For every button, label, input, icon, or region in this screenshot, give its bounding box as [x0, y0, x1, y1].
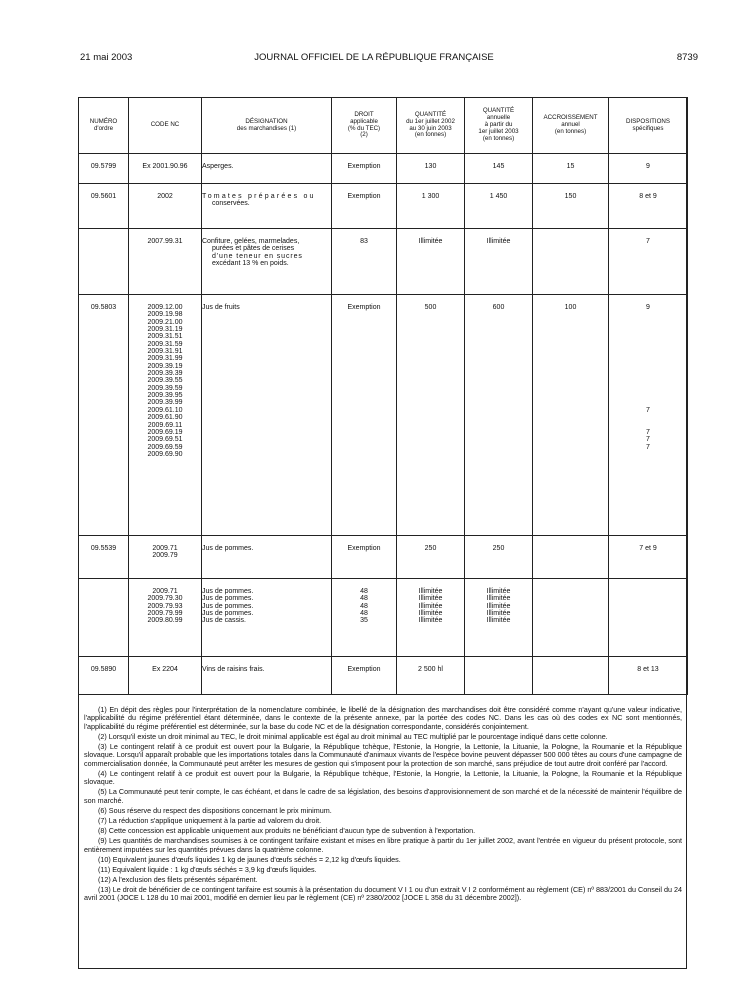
- cell-code-nc: [129, 184, 202, 229]
- code-line: Ex 2001.90.96: [142, 163, 188, 170]
- cell-quantite-annuelle: [465, 154, 533, 184]
- code-line: 2007.99.31: [147, 238, 183, 245]
- code-line: 2009.79: [152, 552, 178, 560]
- dispositions-line: 8 et 9: [639, 193, 657, 200]
- dispositions-line: [609, 341, 687, 348]
- cell-designation: [202, 154, 332, 184]
- droit-line: 48: [360, 595, 368, 603]
- header-line: NUMÉRO: [89, 117, 118, 125]
- column-header-numero: [79, 98, 129, 154]
- cell-droit: [332, 295, 397, 536]
- code-line: 2009.69.59: [147, 443, 183, 451]
- cell-accroissement: 150: [533, 184, 609, 229]
- code-line: 2009.69.11: [147, 421, 183, 429]
- dispositions-line: 9: [646, 304, 650, 311]
- header-line: annuel: [561, 121, 580, 129]
- footnote: (11) Equivalent liquide : 1 kg d'œufs séchés = 3,9 kg d'œufs liquides.: [98, 864, 317, 874]
- cell-dispositions: [609, 579, 688, 657]
- footnote: (13) Le droit de bénéficier de ce contingent tarifaire est soumis à la présentation du document V I 1 ou d'un extrait V I 2 conformément au règlement (CE) nº 883/2001 du Conseil du 24 avril 2001 (JOCE L 128 du 10 mai 2001, modifié en dernier lieu par le règlement (CE) nº 2380/2002 [JOCE L 358 du 31 décembre 2002]).: [84, 885, 682, 903]
- dispositions-line: [609, 319, 687, 326]
- code-line: 2009.71: [152, 545, 178, 552]
- code-line: 2009.39.95: [147, 392, 183, 400]
- code-line: 2009.80.99: [147, 617, 183, 625]
- cell-code-nc: [129, 536, 202, 579]
- code-line: 2009.69.90: [147, 450, 183, 458]
- cell-droit: [332, 229, 397, 295]
- header-line: DROIT: [354, 110, 374, 118]
- designation-line: Jus de pommes.: [202, 545, 254, 552]
- header-line: QUANTITÉ: [414, 110, 447, 118]
- column-header-quantite-2002: [397, 98, 465, 154]
- cell-accroissement: [533, 229, 609, 295]
- header-line: DISPOSITIONS: [625, 117, 670, 125]
- cell-code-nc: [129, 295, 202, 536]
- table-header-row: [79, 98, 688, 154]
- quantity-line: Illimitée: [418, 602, 443, 610]
- cell-quantite-annuelle: [465, 229, 533, 295]
- page-number: 8739: [676, 52, 698, 63]
- quantity-line: Illimitée: [418, 610, 443, 618]
- quantity-line: Illimitée: [418, 595, 443, 603]
- header-line: du 1er juillet 2002: [406, 117, 455, 125]
- column-header-quantite-annuelle: [465, 98, 533, 154]
- dispositions-line: 7: [646, 436, 650, 444]
- cell-quantite-2002: [397, 657, 465, 695]
- header-line: DÉSIGNATION: [245, 117, 288, 125]
- dispositions-line: [609, 363, 687, 370]
- cell-numero: 09.5601: [79, 184, 129, 229]
- quantity-line: 500: [424, 304, 437, 311]
- dispositions-line: [609, 355, 687, 362]
- cell-accroissement: [533, 579, 609, 657]
- cell-quantite-2002: [397, 536, 465, 579]
- designation-line: Jus de cassis.: [202, 617, 246, 625]
- droit-line: Exemption: [347, 193, 381, 200]
- droit-line: Exemption: [347, 163, 381, 170]
- dispositions-line: 7: [646, 406, 650, 414]
- quantity-line: 600: [492, 304, 505, 311]
- quantity-line: Illimitée: [486, 617, 511, 625]
- cell-designation: [202, 657, 332, 695]
- header-date: 21 mai 2003: [80, 52, 133, 63]
- cell-quantite-2002: [397, 229, 465, 295]
- dispositions-line: 7: [646, 238, 650, 245]
- code-line: 2009.61.90: [147, 414, 183, 422]
- cell-designation: [202, 579, 332, 657]
- droit-line: Exemption: [347, 545, 381, 552]
- footnote: (2) Lorsqu'il existe un droit minimal au TEC, le droit minimal applicable est égal au droit minimal au TEC multiplié par le pourcentage indiqué dans cette colonne.: [98, 731, 608, 741]
- droit-line: 35: [360, 617, 368, 625]
- code-line: 2009.39.55: [147, 377, 183, 385]
- code-line: 2009.79.93: [147, 602, 183, 610]
- cell-quantite-2002: [397, 579, 465, 657]
- footnote: (4) Le contingent relatif à ce produit est ouvert pour la Bulgarie, la République tchèque, l'Estonie, la Hongrie, la Lettonie, la Lituanie, la Pologne, la Roumanie et la République slovaque.: [84, 768, 682, 787]
- header-line: QUANTITÉ: [482, 107, 515, 115]
- code-line: 2009.79.99: [147, 610, 183, 618]
- dispositions-line: 8 et 13: [637, 666, 659, 673]
- cell-designation: [202, 295, 332, 536]
- cell-designation: [202, 229, 332, 295]
- column-header-designation: [202, 98, 332, 154]
- designation-line: conservées.: [212, 200, 250, 208]
- code-line: 2009.39.39: [147, 370, 183, 378]
- header-line: (en tonnes): [414, 131, 447, 139]
- dispositions-line: [609, 392, 687, 399]
- column-header-dispositions: [609, 98, 688, 154]
- droit-line: Exemption: [347, 304, 381, 311]
- cell-quantite-annuelle: [465, 657, 533, 695]
- cell-quantite-2002: [397, 154, 465, 184]
- code-line: 2009.31.59: [147, 340, 183, 348]
- dispositions-line: [609, 414, 687, 421]
- dispositions-line: [609, 370, 687, 377]
- cell-accroissement: 100: [533, 295, 609, 536]
- dispositions-line: [609, 333, 687, 340]
- column-header-code-nc: [129, 98, 202, 154]
- cell-numero: 09.5890: [79, 657, 129, 695]
- quantity-line: 130: [424, 163, 437, 170]
- cell-numero: 09.5539: [79, 536, 129, 579]
- cell-droit: [332, 579, 397, 657]
- droit-line: 48: [360, 610, 368, 618]
- code-line: 2009.31.19: [147, 326, 183, 334]
- dispositions-line: 9: [646, 163, 650, 170]
- dispositions-line: [609, 422, 687, 429]
- code-line: 2009.79.30: [147, 595, 183, 603]
- header-line: spécifiques: [632, 124, 664, 132]
- cell-dispositions: [609, 229, 688, 295]
- code-line: 2009.12.00: [147, 304, 183, 311]
- droit-line: 83: [360, 238, 368, 245]
- header-line: d'ordre: [93, 124, 114, 132]
- cell-designation: [202, 536, 332, 579]
- cell-accroissement: [533, 657, 609, 695]
- cell-dispositions: [609, 657, 688, 695]
- code-line: 2009.31.91: [147, 348, 183, 356]
- code-line: 2002: [157, 193, 173, 200]
- code-line: 2009.19.98: [147, 311, 183, 319]
- designation-line: Jus de fruits: [202, 304, 240, 311]
- cell-droit: [332, 184, 397, 229]
- table-row: [79, 154, 688, 184]
- dispositions-line: [609, 311, 687, 318]
- dispositions-line: [609, 451, 687, 458]
- header-line: à partir du: [484, 121, 513, 129]
- quantity-line: 250: [424, 545, 437, 552]
- cell-numero: 09.5799: [79, 154, 129, 184]
- droit-line: 48: [360, 588, 368, 595]
- quantity-line: Illimitée: [418, 617, 443, 625]
- code-line: 2009.69.51: [147, 436, 183, 444]
- designation-line: Vins de raisins frais.: [202, 666, 265, 673]
- cell-dispositions: [609, 295, 688, 536]
- footnote: (10) Equivalent jaunes d'œufs liquides 1 kg de jaunes d'œufs séchés = 2,12 kg d'œufs liquides.: [98, 854, 401, 864]
- cell-designation: [202, 184, 332, 229]
- designation-line: Jus de pommes.: [202, 610, 254, 618]
- designation-line: purées et pâtes de cerises: [212, 245, 295, 253]
- footnote: (7) La réduction s'applique uniquement à la partie ad valorem du droit.: [98, 815, 322, 825]
- header-line: 1er juillet 2003: [478, 127, 519, 135]
- table-row: [79, 184, 688, 229]
- cell-droit: [332, 657, 397, 695]
- quantity-line: Illimitée: [486, 595, 511, 603]
- quantity-line: Illimitée: [418, 588, 443, 595]
- quantity-line: Illimitée: [486, 588, 511, 595]
- quantity-line: 1 450: [489, 193, 508, 200]
- dispositions-line: [609, 326, 687, 333]
- footnote: (1) En dépit des règles pour l'interprétation de la nomenclature combinée, le libellé de la désignation des marchandises doit être considéré comme n'ayant qu'une valeur indicative, l'applicabilité du régime préférentiel étant déterminée, dans le contexte de la présente annexe, par la portée des codes NC. Dans les cas où des codes ex NC sont mentionnés, l'applicabilité du régime préférentiel est déterminée, sur la base du code NC et de la désignation correspondante, considérés conjointement.: [84, 705, 682, 731]
- code-line: 2009.61.10: [147, 406, 183, 414]
- footnote: (5) La Communauté peut tenir compte, le cas échéant, et dans le cadre de sa législation, des besoins d'approvisionnement de son marché et de la nécessité de maintenir l'équilibre de son marché.: [84, 787, 682, 805]
- footnote: (3) Le contingent relatif à ce produit est ouvert pour la Bulgarie, la République tchèque, l'Estonie, la Hongrie, la Lettonie, la Lituanie, la Pologne, la Roumanie et la République slovaque. Lorsqu'il apparaît probable que les importations totales dans la Communauté d'animaux vivants de l'espèce bovine peuvent dépasser 500 000 têtes au cours d'une campagne de commercialisation donnée, la Communauté peut arrêter les mesures de gestion qui s'imposent pour la protection de son marché, sans préjudice de tout autre droit conféré par l'accord.: [84, 741, 682, 768]
- dispositions-line: 7 et 9: [639, 545, 657, 552]
- dispositions-line: 7: [646, 443, 650, 451]
- quantity-line: 2 500 hl: [418, 666, 443, 673]
- cell-code-nc: [129, 229, 202, 295]
- footnote: (8) Cette concession est applicable uniquement aux produits ne bénéficiant d'aucun type de subvention à l'exportation.: [98, 826, 476, 836]
- cell-quantite-annuelle: [465, 579, 533, 657]
- quantity-line: Illimitée: [486, 238, 511, 245]
- cell-accroissement: 15: [533, 154, 609, 184]
- dispositions-line: [609, 385, 687, 392]
- cell-accroissement: [533, 536, 609, 579]
- journal-title: JOURNAL OFFICIEL DE LA RÉPUBLIQUE FRANÇAISE: [254, 52, 494, 63]
- header-line: CODE NC: [150, 121, 180, 129]
- cell-quantite-annuelle: [465, 536, 533, 579]
- header-line: annuelle: [486, 114, 511, 122]
- dispositions-line: [609, 399, 687, 406]
- designation-line: excédant 13 % en poids.: [212, 260, 289, 268]
- dispositions-line: [609, 377, 687, 384]
- header-line: au 30 juin 2003: [409, 124, 452, 132]
- cell-numero: 09.5803: [79, 295, 129, 536]
- code-line: 2009.39.59: [147, 384, 183, 392]
- cell-code-nc: [129, 657, 202, 695]
- cell-dispositions: [609, 536, 688, 579]
- table-row: [79, 295, 688, 536]
- cell-code-nc: [129, 154, 202, 184]
- tariff-quota-table: [78, 97, 688, 695]
- code-line: 2009.39.99: [147, 399, 183, 407]
- designation-line: Jus de pommes.: [202, 588, 254, 595]
- designation-line: Asperges.: [202, 163, 234, 170]
- cell-quantite-2002: [397, 184, 465, 229]
- column-header-accroissement: [533, 98, 609, 154]
- designation-line: Tomates préparées ou: [202, 193, 316, 200]
- quantity-line: Illimitée: [486, 610, 511, 618]
- designation-line: Jus de pommes.: [202, 602, 254, 610]
- footnote: (12) A l'exclusion des filets présentés séparément.: [98, 874, 258, 884]
- droit-line: 48: [360, 602, 368, 610]
- code-line: Ex 2204: [152, 666, 178, 673]
- table-row: [79, 536, 688, 579]
- code-line: 2009.31.51: [147, 333, 183, 341]
- table-row: [79, 657, 688, 695]
- cell-quantite-annuelle: [465, 184, 533, 229]
- cell-numero: [79, 579, 129, 657]
- header-line: (en tonnes): [482, 134, 515, 142]
- cell-dispositions: [609, 184, 688, 229]
- code-line: 2009.39.19: [147, 362, 183, 370]
- quantity-line: Illimitée: [486, 602, 511, 610]
- cell-droit: [332, 154, 397, 184]
- header-line: (% du TEC): [347, 124, 381, 132]
- cell-droit: [332, 536, 397, 579]
- dispositions-line: [609, 348, 687, 355]
- quantity-line: Illimitée: [418, 238, 443, 245]
- quantity-line: 145: [492, 163, 505, 170]
- table-row: [79, 579, 688, 657]
- footnote: (9) Les quantités de marchandises soumises à ce contingent tarifaire existant et mises en libre pratique à partir du 1er juillet 2002, avant l'entrée en vigueur du présent protocole, sont entièrement imputées sur les quantités prévues dans la quatrième colonne.: [84, 836, 682, 854]
- quantity-line: 250: [492, 545, 505, 552]
- header-line: ACCROISSEMENT: [543, 114, 598, 122]
- cell-quantite-2002: [397, 295, 465, 536]
- designation-line: d'une teneur en sucres: [212, 252, 303, 260]
- header-line: (2): [360, 131, 368, 139]
- dispositions-line: 7: [646, 428, 650, 436]
- header-line: applicable: [350, 117, 378, 125]
- table-row: [79, 229, 688, 295]
- footnote: (6) Sous réserve du respect des dispositions concernant le prix minimum.: [98, 805, 332, 815]
- code-line: 2009.21.00: [147, 318, 183, 326]
- header-line: (en tonnes): [554, 127, 587, 135]
- designation-line: Confiture, gelées, marmelades,: [202, 238, 300, 245]
- code-line: 2009.31.99: [147, 355, 183, 363]
- header-line: des marchandises (1): [236, 124, 297, 132]
- code-line: 2009.69.19: [147, 428, 183, 436]
- droit-line: Exemption: [347, 666, 381, 673]
- quantity-line: 1 300: [421, 193, 440, 200]
- cell-dispositions: [609, 154, 688, 184]
- cell-code-nc: [129, 579, 202, 657]
- cell-quantite-annuelle: [465, 295, 533, 536]
- cell-numero: [79, 229, 129, 295]
- code-line: 2009.71: [152, 588, 178, 595]
- designation-line: Jus de pommes.: [202, 595, 254, 603]
- column-header-droit: [332, 98, 397, 154]
- footnotes: [84, 706, 682, 905]
